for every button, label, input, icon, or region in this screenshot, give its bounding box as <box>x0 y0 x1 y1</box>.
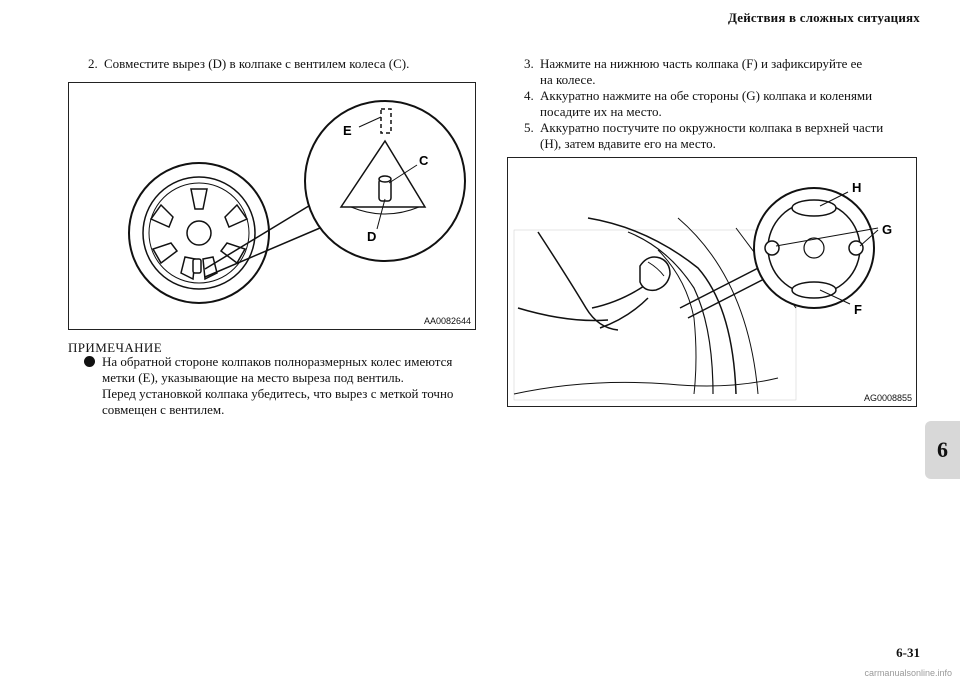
figure-code: AG0008855 <box>863 393 912 403</box>
area-g-right <box>849 241 863 255</box>
figure-code: AA0082644 <box>423 316 471 326</box>
step-text: Нажмите на нижнюю часть колпака (F) и зафиксируйте ее <box>540 56 863 71</box>
note-line: совмещен с вентилем. <box>102 402 225 417</box>
step-text: на колесе. <box>540 72 596 87</box>
area-g-left <box>765 241 779 255</box>
tire-outline <box>129 163 269 303</box>
note-title: ПРИМЕЧАНИЕ <box>68 340 163 355</box>
step-number: 3. <box>524 56 534 71</box>
page-number: 6-31 <box>896 645 920 660</box>
valve-notch <box>193 259 201 273</box>
step-text: посадите их на место. <box>540 104 662 119</box>
label-h: H <box>852 180 862 195</box>
watermark: carmanualsonline.info <box>864 668 952 678</box>
step-2 <box>88 56 488 72</box>
bullet-icon <box>84 356 95 367</box>
note-line: Перед установкой колпака убедитесь, что вырез с меткой точно <box>102 386 454 401</box>
installation-illustration <box>508 158 916 406</box>
step-number: 4. <box>524 88 534 103</box>
note-line: метки (E), указывающие на место выреза под вентиль. <box>102 370 404 385</box>
label-g: G <box>882 222 893 237</box>
step-text: Аккуратно нажмите на обе стороны (G) колпака и коленями <box>540 88 873 103</box>
note-body <box>102 354 497 418</box>
area-h <box>792 200 836 216</box>
label-f: F <box>854 302 862 317</box>
step-5 <box>524 120 914 152</box>
wheel-arch <box>588 218 736 394</box>
step-text: Аккуратно постучите по окружности колпака в верхней части <box>540 120 884 135</box>
step-4 <box>524 88 914 120</box>
label-c: C <box>419 153 429 168</box>
label-e: E <box>343 123 352 138</box>
step-text: (H), затем вдавите его на место. <box>540 136 716 151</box>
step-number: 5. <box>524 120 534 135</box>
hand-outline <box>640 257 670 290</box>
note-line: На обратной стороне колпаков полноразмерных колес имеются <box>102 354 453 369</box>
figure-cap-installation <box>507 157 917 407</box>
wheel-hub <box>187 221 211 245</box>
area-f <box>792 282 836 298</box>
figure-wheel-cap-alignment <box>68 82 476 330</box>
chapter-tab: 6 <box>925 421 960 479</box>
page-header: Действия в сложных ситуациях <box>727 10 920 25</box>
wheel-cap-illustration <box>69 83 475 329</box>
step-number: 2. <box>88 56 98 71</box>
step-text: Совместите вырез (D) в колпаке с вентилем колеса (C). <box>104 56 410 71</box>
step-3 <box>524 56 914 88</box>
label-d: D <box>367 229 377 244</box>
